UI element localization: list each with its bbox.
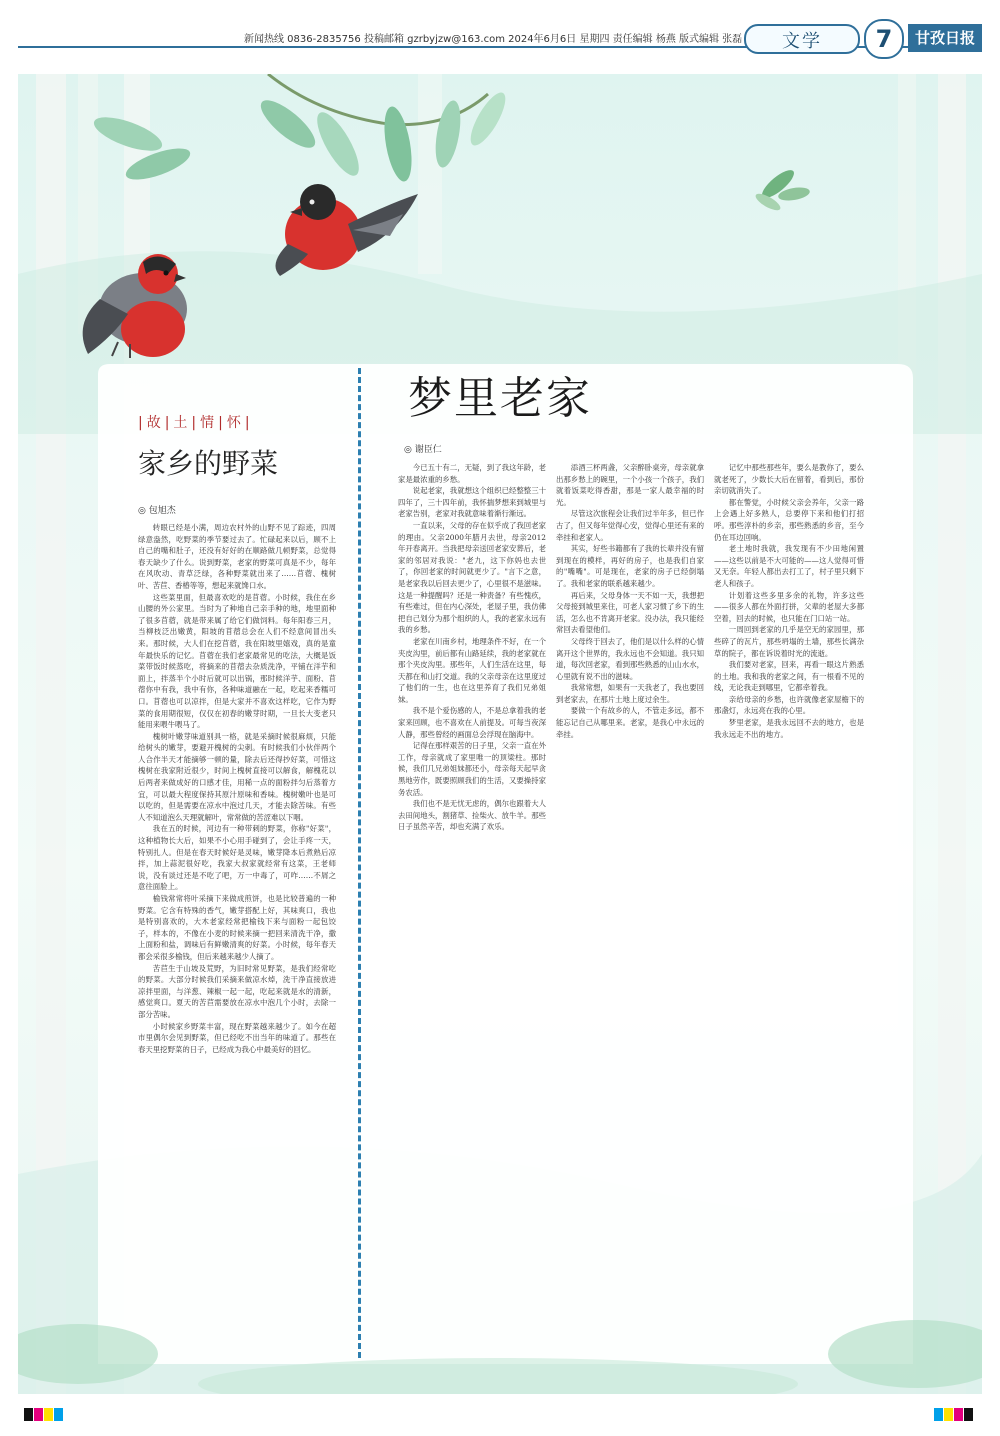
paragraph: 记得在那样艰苦的日子里，父亲一直在外工作，母亲就成了家里唯一的顶梁柱。那时候，我们几兄弟姐妹都还小，母亲每天起早贪黑地劳作，既要照顾我们的生活，又要操持家务农活。 (398, 741, 546, 797)
masthead (18, 22, 982, 56)
paragraph: 尽管这次旅程会让我们过半年多，但已作古了，但又每年觉得心安，觉得心里还有来的牵挂和老家人。 (556, 509, 704, 542)
left-article-body (138, 522, 336, 1362)
paragraph: 一直以来，父母的存在似乎成了我回老家的理由。父亲2000年腊月去世，母亲2012年开春离开。当我把母亲送回老家安葬后，老家的邻居对我说："老九，这下你妈也去世了，你回老家的时间就更少了。"言下之意，是老家我以后回去更少了，心里很不是滋味。这是一种提醒吗？还是一种责备？有些愧疚，有些难过，但在内心深处，老屋子里，我仿佛把自己划分为那个组织的人，我的老家永远有我的乡愁。 (398, 520, 546, 635)
section-label: 文学 (782, 31, 822, 52)
paragraph: 槐树叶嫩芽味道别具一格，就是采摘时候很麻烦，只能给树头的嫩芽，要避开槐树的尖刺。有时候我们小伙伴两个人合作半天才能摘够一顿的量，除去后还得抄好菜，可惜这槐树在我家附近很少，时间上槐树直接可以解食，解槐花以后两者来做成好的口感才佳，用稀一点的面粉拌匀后蒸着方宜，可以最大程度保持其原汁原味和香味。槐树嫩叶也是可以吃的，但是需要在凉水中泡过几天，才能去除苦味。有些人不知道泡么天理就解叶，常常做的苦涩难以下咽。 (138, 731, 336, 822)
leaf-sprig (753, 166, 810, 214)
color-registration-bar-right (934, 1406, 974, 1425)
left-article-author: ◎ 包旭杰 (138, 506, 176, 516)
paragraph: 再后来，父母身体一天不如一天，我想把父母接到城里来住，可老人家习惯了乡下的生活，怎么也不肯离开老家。没办法，我只能经常回去看望他们。 (556, 590, 704, 635)
section-tab (744, 24, 860, 54)
text-column-1 (398, 462, 546, 1362)
text-column-2 (556, 462, 704, 1362)
masthead-info: 新闻热线 0836-2835756 投稿邮箱 gzrbyjzw@163.com 2024年6月6日 星期四 责任编辑 杨燕 版式编辑 张磊 (244, 34, 743, 45)
page-number: 7 (864, 19, 904, 59)
flying-bullfinch-icon (276, 184, 419, 276)
paragraph: 老土地时我就，我发现有不少田地闲置——这些以前是不大可能的——这人觉得可惜又无奈。年轻人都出去打工了，村子里只剩下老人和孩子。 (714, 544, 864, 588)
main-article-body (398, 462, 978, 1362)
paragraph: 计划着这些多里多余的礼物，许多这些——很多人都在外面打拼，父辈的老屋大多都空着，回去的时候，也只能在门口站一站。 (714, 590, 864, 623)
paragraph: 老家在川南乡村，地理条件不好，在一个夹皮沟里，前后都有山路延续，我的老家就在那个夹皮沟里。那些年，人们生活在这里，每天都在和山打交道。我的父亲母亲在这里度过了他们的一生，也在这里养育了我们兄弟姐妹。 (398, 636, 546, 704)
left-article-title: 家乡的野菜 (138, 447, 279, 480)
color-registration-bar-left (24, 1406, 64, 1425)
leaf-branch (90, 74, 512, 186)
main-article-title: 梦里老家 (408, 373, 592, 424)
paragraph: 说起老家，我就想这个组织已经整整三十四年了，三十四年前，我怀揣梦想来到城里与老家告别，老家对我就意味着渐行渐远。 (398, 486, 546, 519)
paragraph: 我们也不是无忧无虑的，偶尔也跟着大人去田间地头，割猪草、捡柴火、放牛羊。那些日子虽然辛苦，却也充满了欢乐。 (398, 799, 546, 832)
paragraph: 要做一个有故乡的人，不管走多远，都不能忘记自己从哪里来。老家，是我心中永远的牵挂。 (556, 706, 704, 739)
column-divider (358, 368, 361, 1358)
paragraph: 榆钱常常将叶采摘下来做成煎饼，也是比较普遍的一种野菜。它含有特殊的香气，嫩芽搭配上好，其味爽口，我也是特别喜欢的，大木老家经常把榆钱下来与面粉一起包饺子，样本的，不像在小麦的时候来摘一把回来清洗干净，撒上面粉和盐，调味后有鲜嫩清爽的好菜。小时候，每年春天都会采很多榆钱，但后来越来越少人摘了。 (138, 894, 336, 961)
paragraph: 梦里老家，是我永远回不去的地方，也是我永远走不出的地方。 (714, 718, 864, 739)
paragraph: 添酒三杯两盏，父亲醉卧桌旁，母亲就拿出那乡愁上的碗里，一个小孩一个孩子，我们就着饭菜吃得香甜，那是一家人最幸福的时光。 (556, 463, 704, 507)
paragraph: 记忆中那些那些年，要么是教你了，要么就老死了，少数长大后在留着，看到后，那份亲切就消失了。 (714, 463, 864, 496)
paragraph: 苦苣生于山坡及荒野，为旧时常见野菜，是我们经常吃的野菜。大部分时候我们采摘来做凉水焯，洗干净直接放进凉拌里面，与洋葱、辣椒一起一起，吃起来就是水的清新，感觉爽口。夏天的苦苣需要放在凉水中泡几个小时，去除一部分苦味。 (138, 963, 336, 1019)
text-column-3 (714, 462, 864, 1362)
paragraph: 我在五的时候，河边有一种带刺的野菜，你称"好菜"，这种植物长大后，如果不小心用手碰到了，会让手疼一天，特别扎人。但是在春天时候好是灵味，嫩芽降本后煮熟后凉拌，加上蒜泥很好吃，我家大叔家就经常有这菜，王老师说，没有谈过还是不吃了吧，万一中毒了，可咋……不屑之意往面脸上。 (138, 824, 336, 892)
paragraph: 一周回到老家的几乎是空无的家园里，那些碎了的瓦片，那些坍塌的土墙，那些长满杂草的院子，都在诉说着时光的流逝。 (714, 625, 864, 658)
paragraph: 亲给母亲的乡愁，也许就像老家屋檐下的那盏灯，永远亮在我的心里。 (714, 694, 864, 716)
paragraph: 我不是个爱伤感的人，不是总拿着我的老家来回顾，也不喜欢在人前提及。可每当夜深人静，那些曾经的画面总会浮现在脑海中。 (398, 706, 546, 739)
paragraph: 其实，好些书籍都有了我的长辈并没有留到现在的模样，再好的房子，也是我们自家的"嘴嘴"。可是现在，老家的房子已经倒塌了。我和老家的联系越来越少。 (556, 544, 704, 588)
paragraph: 我们要对老家，回来，再看一眼这片熟悉的土地。我和我的老家之间，有一根看不见的线，无论我走到哪里，它都牵着我。 (714, 660, 864, 693)
paragraph: 父母终于回去了，他们是以什么样的心情离开这个世界的，我永远也不会知道。我只知道，每次回老家，看到那些熟悉的山山水水，心里就有说不出的滋味。 (556, 636, 704, 681)
paragraph: 今已五十有二，无疑，到了我这年龄，老家是最浓重的乡愁。 (398, 463, 546, 484)
paragraph: 我常常想，如果有一天我老了，我也要回到老家去，在那片土地上度过余生。 (556, 683, 704, 704)
paper-logo: 甘孜日报 (908, 24, 982, 52)
paragraph: 都在警觉，小时候父亲会养年，父亲一路上会遇上好多熟人，总要停下来和他们打招呼。那些淳朴的乡亲，那些熟悉的乡音，至今仍在耳边回响。 (714, 497, 864, 542)
paragraph: 小时候家乡野菜丰富，现在野菜越来越少了。如今在超市里偶尔会见到野菜，但已经吃不出当年的味道了。那些在春天里挖野菜的日子，已经成为我心中最美好的回忆。 (138, 1021, 336, 1054)
paragraph: 这些菜里面，但最喜欢吃的是苜蓿。小时候，我住在乡山腰的外公家里。当时为了种地自己亲手种的地，地里面种了很多苜蓿，就是带来属了给它们做饲料。每年阳春三月，当柳枝泛出嫩黄，阳坡的苜蓿总会在人们不经意间冒出头来。那时候，大人们在挖苜蓿，我在阳坡里嬉戏，真的是童年最快乐的记忆。苜蓿在我们老家最常见的吃法，大概是饭菜带饭时候蒸吃，将摘来的苜蓿去杂质洗净，平铺在洋芋和面上，拌蒸半个小时后就可以出锅，那时候洋芋、面粉、苜蓿你中有我，我中有你，各种味道融在一起，吃起来香糯可口。苜蓿也可以凉拌，但是大家并不喜欢这样吃，它作为野菜的食用期很短，仅仅在初春的嫩芽时期，一旦长大变老只能用来喂牛喂马了。 (138, 592, 336, 730)
category-label: |故|土|情|怀| (138, 415, 254, 431)
paragraph: 转眼已经是小满，周边农村外的山野不见了踪迹，四周绿意盎然，吃野菜的季节要过去了。忙碌起来以后，顾不上自己的嘴和肚子，还没有好好的在顺路做几顿野菜，总觉得春天缺少了什么。说到野菜，老家的野菜可真是不少，每年在风吹动、青草泛绿，各种野菜就出来了……苜蓿、槐树叶、苦苣、香椿等等，想起来就馋口水。 (138, 523, 336, 590)
main-article-author: ◎ 谢臣仁 (404, 445, 442, 455)
